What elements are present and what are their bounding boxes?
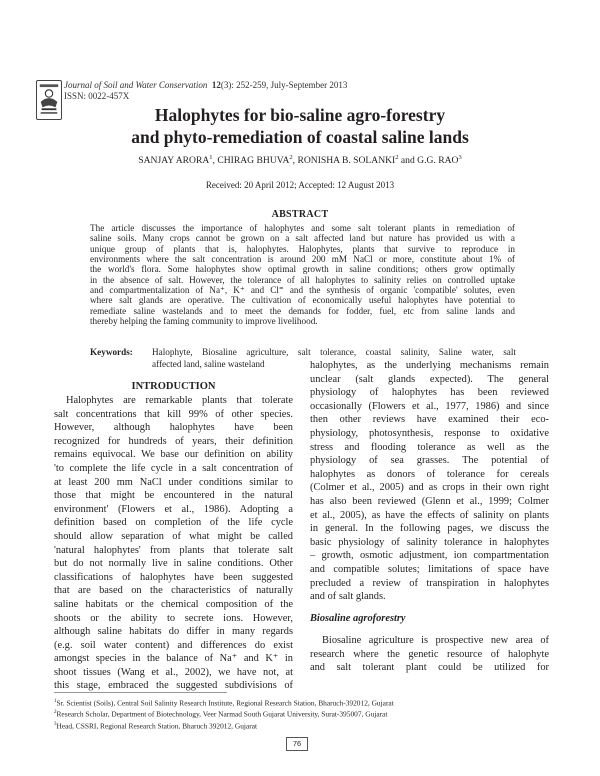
page-number: 76 — [286, 737, 308, 751]
footnote-text: Research Scholar, Department of Biotechnology, Veer Narmad South Gujarat University, Surat-395007, Gujarat — [56, 709, 388, 719]
keywords-label: Keywords: — [90, 347, 133, 357]
text-line: unique group of plants that is, halophytes. Halophytes, plants that survive to reproduce in — [90, 243, 515, 254]
text-line: stress and flooding tolerance as well as the — [310, 441, 549, 453]
text-line: – growth, osmotic adjustment, ion compartmentation — [310, 550, 549, 562]
text-line: salt concentrations that kill 99% of other species. — [54, 408, 293, 420]
author-name: RONISHA B. SOLANKI — [297, 155, 396, 167]
received-accepted-dates: Received: 20 April 2012; Accepted: 12 August 2013 — [205, 180, 395, 190]
text-line: remediate saline wastelands and to meet the demands for fodder, fuel, etc from saline lands and — [90, 305, 515, 316]
title-line: and phyto-remediation of coastal saline lands — [131, 127, 469, 147]
text-line: saline soils. Many crops cannot be grown on a salt affected land but nature has provided us with a — [90, 233, 515, 244]
text-line: research where the genetic resource of halophyte — [310, 648, 549, 660]
footnote-mark: 1 — [54, 699, 57, 704]
introduction-heading: INTRODUCTION — [131, 381, 216, 392]
journal-citation — [64, 80, 347, 101]
right-column-text — [310, 359, 549, 604]
abstract-heading: ABSTRACT — [271, 209, 329, 220]
text-line: the world's flora. Some halophytes show optimal growth in saline conditions; others grow optimally — [90, 264, 515, 275]
author-affiliation-mark: 2 — [289, 154, 293, 161]
journal-issue: (3): 252-259, July-September 2013 — [220, 80, 348, 90]
text-line: The article discusses the importance of halophytes and some salt tolerant plants in remediation of — [90, 223, 515, 233]
text-line: definition based on completion of the life cycle — [54, 517, 293, 529]
biosaline-agroforestry-heading: Biosaline agroforestry — [310, 613, 406, 624]
footnote-divider — [54, 692, 227, 693]
paper-title — [0, 104, 600, 148]
abstract-body — [90, 223, 515, 326]
text-line: thereby helping the faming community to improve livelihood. — [90, 316, 318, 327]
author-separator: , — [212, 155, 218, 167]
text-line: that are based on the characteristics of naturally — [54, 585, 293, 597]
keywords-line: affected land, saline wasteland — [152, 359, 265, 369]
text-line: but do not normally live in saline conditions. Other — [54, 558, 293, 570]
text-line: Biosaline agriculture is prospective new area of — [322, 635, 549, 646]
text-line: (Colmer et al., 2005) and as crops in their own right — [310, 482, 549, 494]
text-line: remains equivocal. We base our definition on ability — [54, 449, 293, 461]
text-line: environments where the salt concentration is around 200 mM NaCl or more, constitute about 1% of — [90, 254, 515, 265]
author-name: CHIRAG BHUVA — [217, 155, 290, 167]
text-line: amongst species in the balance of Na⁺ and K⁺ in — [54, 653, 293, 665]
text-line: halophytes as donors of tolerance for cereals — [310, 468, 549, 480]
text-line: precluded a review of transpiration in halophytes — [310, 577, 549, 589]
left-column-text — [54, 394, 293, 693]
journal-volume: 12 — [211, 80, 221, 90]
text-line: environment' (Flowers et al., 1986). Adopting a — [54, 503, 293, 515]
author-affiliation-mark: 2 — [395, 154, 399, 161]
text-line: should allow separation of what might be called — [54, 530, 293, 542]
author-name: G.G. RAO — [417, 155, 459, 167]
author-affiliation-mark: 1 — [209, 154, 213, 161]
text-line: halophytes, as the underlying mechanisms remain — [310, 360, 549, 371]
text-line: physiology, photosynthesis, response to oxidative — [310, 427, 549, 439]
footnote-text: Head, CSSRI, Regional Research Station, Bharuch 392012, Gujarat — [56, 721, 258, 731]
text-line: and compatible solutes; limitations of space have — [310, 563, 549, 575]
text-line: 'natural halophytes' from plants that tolerate salt — [54, 544, 293, 556]
text-line: basic physiology of salinity tolerance in halophytes — [310, 536, 549, 548]
footnote — [54, 697, 394, 708]
text-line: and of salt glands. — [310, 591, 386, 603]
author-affiliation-mark: 3 — [458, 154, 462, 161]
text-line: this stage, embraced the suggested subdivisions of — [54, 680, 293, 692]
footnote — [54, 720, 394, 731]
author-separator: , — [292, 155, 298, 167]
author-separator: and — [398, 155, 418, 167]
text-line: occasionally (Flowers et al., 1977, 1986) and since — [310, 400, 549, 412]
text-line: shoots or the ability to secrete ions. However, — [54, 612, 293, 624]
text-line: physiology of halophytes has been reviewed — [310, 387, 549, 399]
author-name: SANJAY ARORA — [138, 155, 210, 167]
title-line: Halophytes for bio-saline agro-forestry — [154, 105, 446, 125]
biosaline-text — [310, 634, 549, 675]
text-line: Halophytes are remarkable plants that tolerate — [66, 395, 293, 406]
author-list — [0, 154, 600, 166]
journal-name: Journal of Soil and Water Conservation — [64, 80, 208, 90]
text-line: has also been reviewed (Glenn et al., 1999; Colmer — [310, 495, 549, 507]
footnote-text: Sr. Scientist (Soils), Central Soil Salinity Research Institute, Regional Research Station, Bharuch-392012, Gujarat — [56, 698, 394, 708]
footnote-mark: 2 — [54, 710, 57, 716]
journal-issn: ISSN: 0022-457X — [64, 90, 130, 101]
text-line: recognized for hundreds of years, their definition — [54, 435, 293, 447]
text-line: unclear (salt glands expected). The general — [310, 373, 549, 385]
text-line: 'to complete the life cycle in a salt concentration of — [54, 462, 293, 474]
text-line: where salt glands are operative. The cultivation of economically useful halophytes have potential to — [90, 295, 515, 306]
text-line: at least 200 mm NaCl under conditions similar to — [54, 476, 293, 488]
text-line: However, although halophytes have been — [54, 422, 293, 434]
footnotes — [54, 697, 394, 731]
footnote — [54, 708, 394, 719]
text-line: and salt tolerant plant could be utilized for — [310, 662, 549, 674]
text-line: (e.g. soil water content) and differences do exist — [54, 639, 293, 651]
footnote-mark: 3 — [54, 721, 57, 727]
text-line: in the absence of salt. However, the tolerance of all halophytes to salinity relies on controlled uptake — [90, 274, 515, 285]
text-line: although saline habitats do differ in many regards — [54, 626, 293, 638]
keywords-line: Halophyte, Biosaline agriculture, salt tolerance, coastal salinity, Saline water, salt — [152, 347, 516, 357]
text-line: and compartmentalization of Na⁺, K⁺ and Cl⁼ and the synthesis of organic 'compatible' solutes, even — [90, 285, 515, 296]
text-line: classifications of halophytes have been suggested — [54, 571, 293, 583]
text-line: in general. In the following pages, we discuss the — [310, 523, 549, 535]
text-line: et al., 2005), as have the effects of salinity on plants — [310, 509, 549, 521]
text-line: saline habitats or the chemical composition of the — [54, 598, 293, 610]
text-line: physiology of sea grasses. The potential of — [310, 455, 549, 467]
text-line: shoot tissues (Wang et al., 2002), we have not, at — [54, 666, 293, 678]
text-line: then other reviews have examined their eco- — [310, 414, 549, 426]
text-line: those that might be encountered in the natural — [54, 490, 293, 502]
